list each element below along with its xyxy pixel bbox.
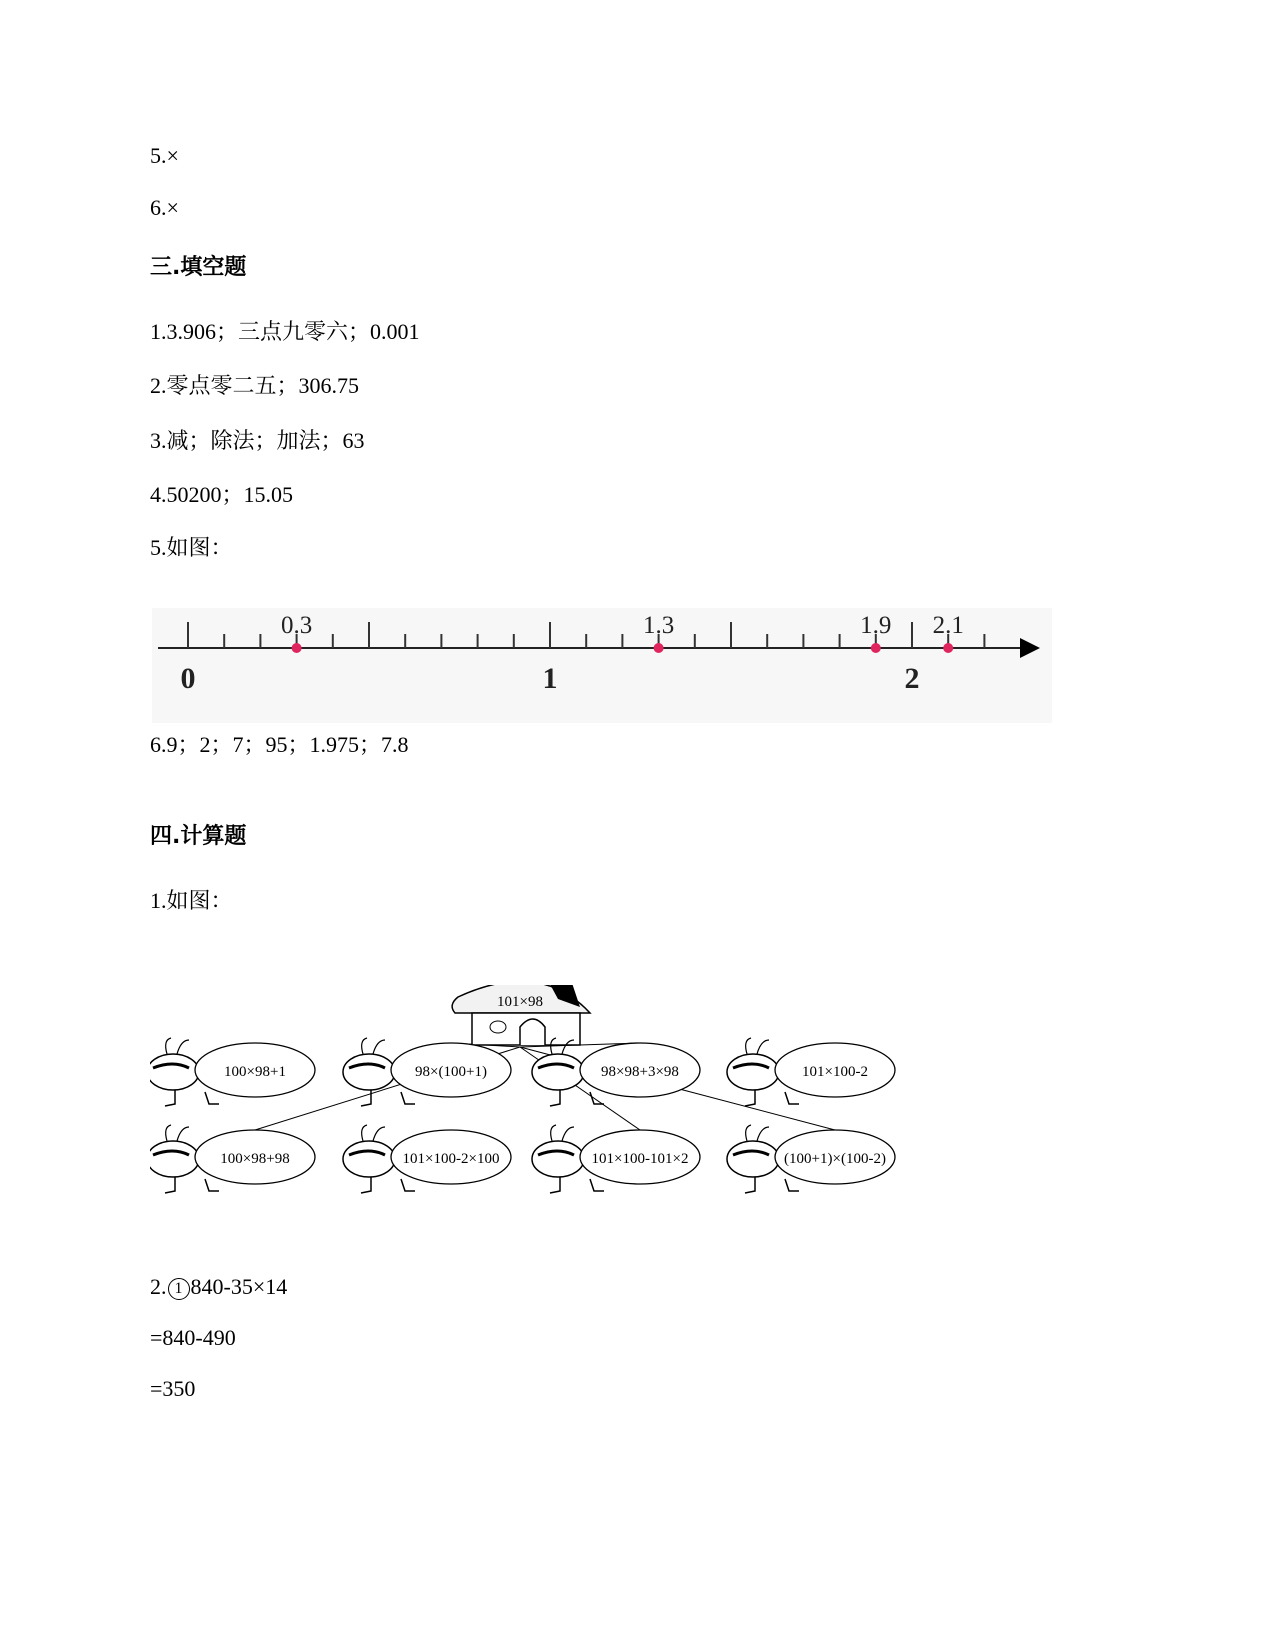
- ant-legs: [361, 1177, 415, 1193]
- marked-point: [871, 643, 881, 653]
- house-window: [490, 1021, 506, 1033]
- ant-legs: [165, 1090, 219, 1106]
- ant-head: [150, 1141, 199, 1177]
- expression-label: 101×100-2: [802, 1064, 868, 1080]
- point-label: 1.9: [860, 611, 892, 639]
- point-label: 0.3: [280, 611, 313, 639]
- ant-figure: [150, 1125, 315, 1193]
- fill-item-5: 5.如图：: [150, 535, 233, 560]
- calc-item-2-number: 2.: [150, 1274, 167, 1299]
- expression-label: 98×98+3×98: [601, 1064, 679, 1080]
- ant-legs: [550, 1177, 604, 1193]
- point-label: 1.3: [642, 611, 675, 639]
- calc-item-2-expression: 840-35×14: [190, 1274, 288, 1299]
- ant-legs: [361, 1090, 415, 1106]
- ant-antenna: [362, 1125, 385, 1141]
- fill-item-2: 2.零点零二五；306.75: [150, 373, 360, 398]
- ant-antenna: [166, 1038, 189, 1054]
- expression-label: 101×100-2×100: [402, 1151, 500, 1167]
- major-tick-label: 1: [542, 662, 558, 695]
- major-tick-label: 0: [180, 662, 196, 695]
- expression-label: 100×98+1: [224, 1064, 286, 1080]
- answer-6: 6.×: [150, 195, 179, 220]
- ant-legs: [165, 1177, 219, 1193]
- fill-item-3: 3.减；除法；加法；63: [150, 428, 365, 453]
- answer-5: 5.×: [150, 143, 179, 168]
- ant-antenna: [362, 1038, 385, 1054]
- ant-head: [150, 1054, 199, 1090]
- ant-legs: [745, 1177, 799, 1193]
- calc-item-2: [150, 1273, 287, 1301]
- calc-step-1: =840-490: [150, 1325, 236, 1350]
- ant-antenna: [746, 1125, 769, 1141]
- circled-number-1: 1: [168, 1278, 190, 1300]
- ant-figure: [727, 1125, 895, 1193]
- ant-figure: [532, 1125, 700, 1193]
- number-line-figure: [152, 608, 1052, 723]
- ant-head: [727, 1141, 779, 1177]
- section-4-heading: 四.计算题: [150, 824, 247, 849]
- fill-item-6: 6.9；2；7；95；1.975；7.8: [150, 732, 409, 757]
- expression-label: 101×100-101×2: [591, 1151, 689, 1167]
- marked-point: [943, 643, 953, 653]
- ant-figure: [150, 1038, 315, 1106]
- marked-point: [654, 643, 664, 653]
- ant-antenna: [551, 1125, 574, 1141]
- ant-figure: [343, 1038, 511, 1106]
- ant-head: [343, 1054, 395, 1090]
- ant-figure: [727, 1038, 895, 1106]
- expression-label: 98×(100+1): [415, 1064, 487, 1080]
- marked-point: [292, 643, 302, 653]
- ant-head: [343, 1141, 395, 1177]
- calc-item-1: 1.如图：: [150, 888, 233, 913]
- ant-legs: [745, 1090, 799, 1106]
- ant-head: [727, 1054, 779, 1090]
- ant-house-diagram: [150, 985, 940, 1225]
- ant-antenna: [746, 1038, 769, 1054]
- ant-figure: [343, 1125, 511, 1193]
- expression-label: (100+1)×(100-2): [784, 1151, 886, 1167]
- section-3-heading: 三.填空题: [150, 255, 247, 280]
- house-label: 101×98: [497, 994, 543, 1010]
- ant-antenna: [166, 1125, 189, 1141]
- expression-label: 100×98+98: [220, 1151, 290, 1167]
- fill-item-1: 1.3.906；三点九零六；0.001: [150, 319, 420, 344]
- major-tick-label: 2: [904, 662, 920, 695]
- ant-head: [532, 1054, 584, 1090]
- point-label: 2.1: [932, 611, 964, 639]
- ant-head: [532, 1141, 584, 1177]
- house-door: [520, 1019, 545, 1045]
- ant-legs: [550, 1090, 604, 1106]
- fill-item-4: 4.50200；15.05: [150, 482, 294, 507]
- ant-figure: [532, 1038, 700, 1106]
- calc-step-2: =350: [150, 1376, 196, 1401]
